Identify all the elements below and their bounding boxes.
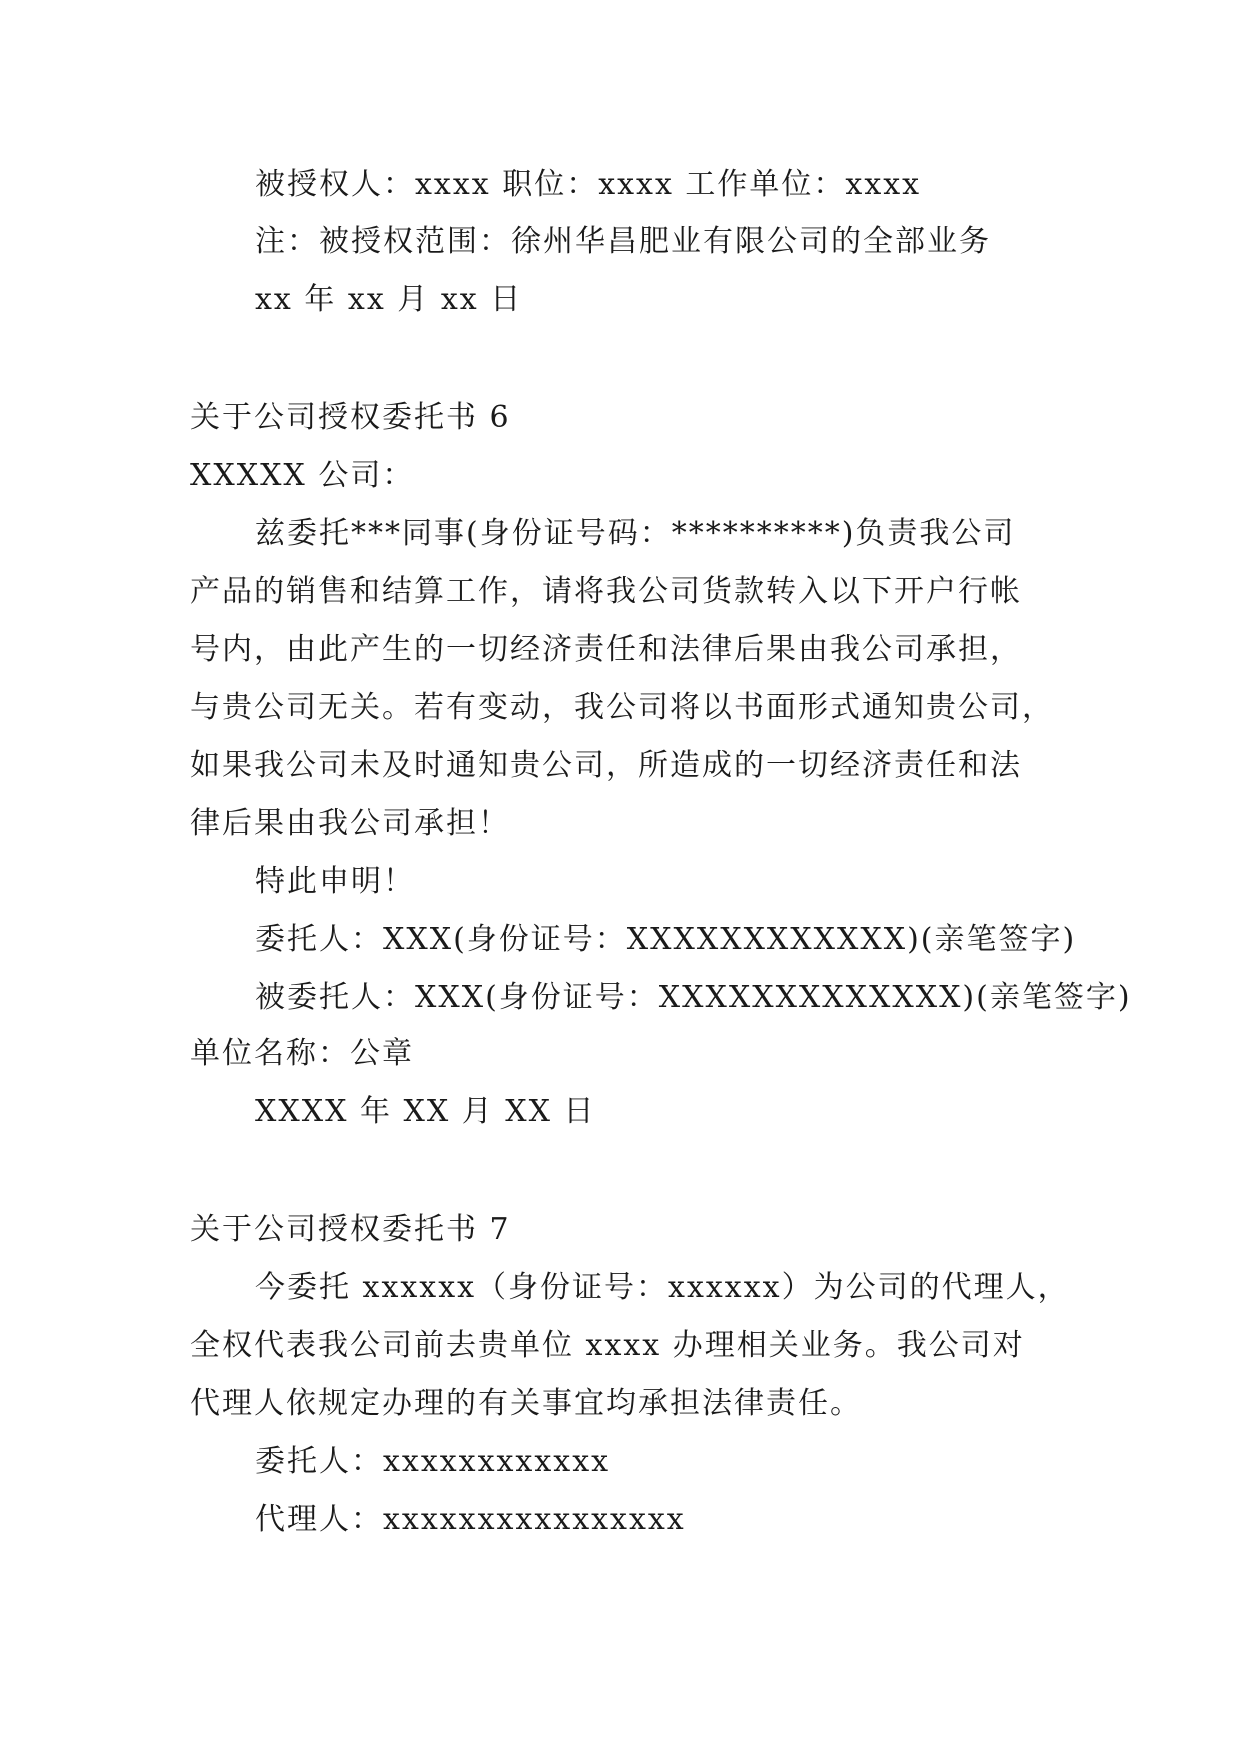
section6-principal-line: 委托人：XXX(身份证号：XXXXXXXXXXXX)(亲笔签字) — [255, 922, 1077, 957]
prev-date-line: xx 年 xx 月 xx 日 — [255, 282, 523, 317]
section6-salutation: XXXXX 公司： — [190, 458, 415, 493]
section6-body-line: 与贵公司无关。若有变动，我公司将以书面形式通知贵公司， — [190, 690, 1054, 725]
section6-title: 关于公司授权委托书 6 — [190, 400, 511, 435]
section6-declaration: 特此申明！ — [255, 864, 415, 899]
section6-unit-line: 单位名称：公章 — [190, 1036, 414, 1071]
section6-body-line: 产品的销售和结算工作，请将我公司货款转入以下开户行帐 — [190, 574, 1022, 609]
section6-date-line: XXXX 年 XX 月 XX 日 — [255, 1094, 596, 1129]
section6-body-line: 律后果由我公司承担！ — [190, 806, 510, 841]
section6-body-line: 如果我公司未及时通知贵公司，所造成的一切经济责任和法 — [190, 748, 1022, 783]
section7-body-line: 全权代表我公司前去贵单位 xxxx 办理相关业务。我公司对 — [190, 1328, 1025, 1363]
authorization-scope-note: 注：被授权范围：徐州华昌肥业有限公司的全部业务 — [255, 224, 991, 259]
authorized-person-line: 被授权人：xxxx 职位：xxxx 工作单位：xxxx — [255, 167, 922, 202]
section6-agent-line: 被委托人：XXX(身份证号：XXXXXXXXXXXXX)(亲笔签字) — [255, 980, 1132, 1015]
section7-title: 关于公司授权委托书 7 — [190, 1212, 511, 1247]
section6-body-line: 号内，由此产生的一切经济责任和法律后果由我公司承担， — [190, 632, 1022, 667]
section7-principal-line: 委托人：xxxxxxxxxxxx — [255, 1444, 611, 1479]
section6-body-line: 兹委托***同事(身份证号码：**********)负责我公司 — [255, 516, 1016, 551]
section7-body-line: 代理人依规定办理的有关事宜均承担法律责任。 — [190, 1386, 862, 1421]
section7-agent-line: 代理人：xxxxxxxxxxxxxxxx — [255, 1502, 686, 1537]
section7-body-line: 今委托 xxxxxx（身份证号：xxxxxx）为公司的代理人， — [255, 1270, 1070, 1305]
